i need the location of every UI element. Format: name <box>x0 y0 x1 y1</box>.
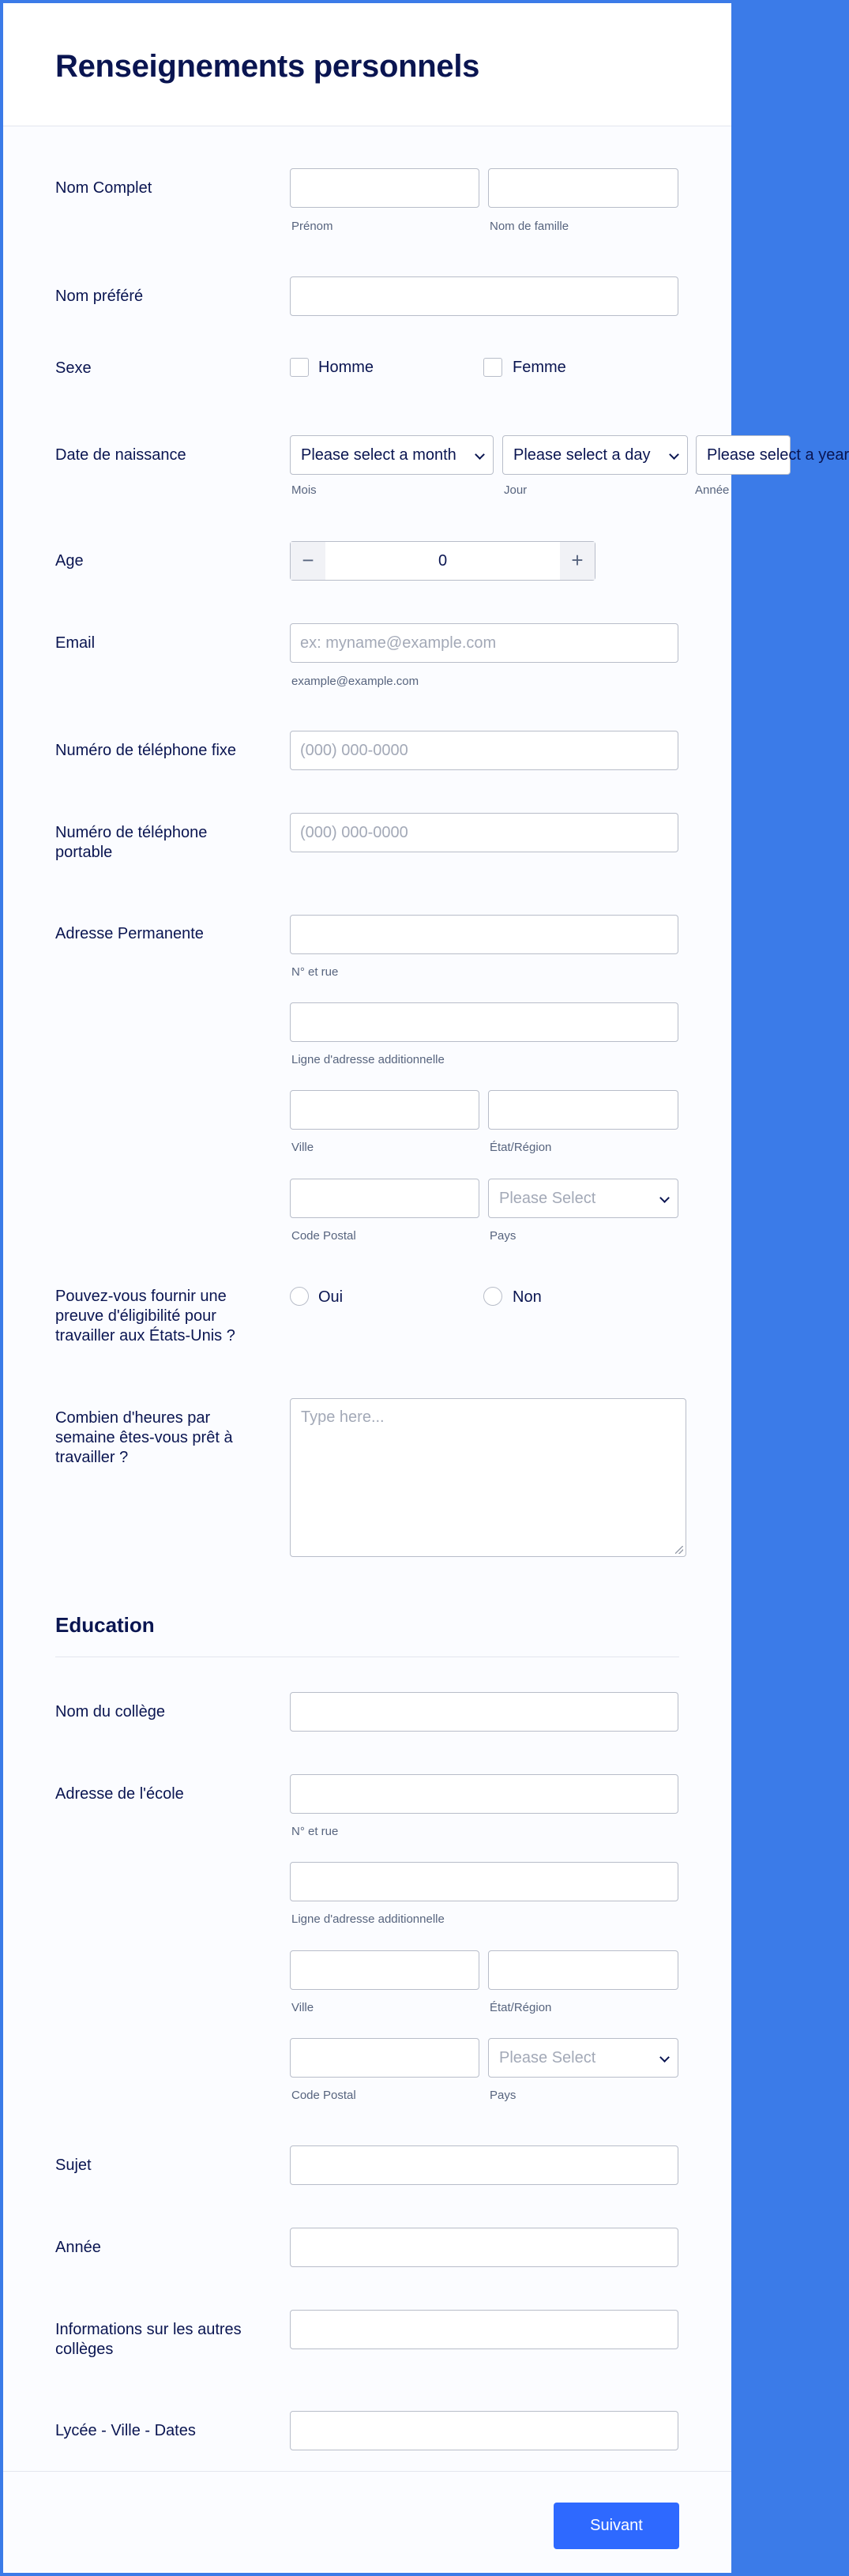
eligibility-no-label: Non <box>513 1288 542 1306</box>
email-label: Email <box>55 634 96 652</box>
last-name-input[interactable] <box>488 168 678 208</box>
chevron-down-icon <box>659 1193 670 1203</box>
preferred-name-input[interactable] <box>290 276 678 316</box>
age-value[interactable]: 0 <box>438 552 448 570</box>
other-colleges-label: Informations sur les autres collèges <box>55 2321 242 2358</box>
last-name-sublabel: Nom de famille <box>490 220 569 233</box>
school-country-placeholder: Please Select <box>499 2049 596 2066</box>
hours-placeholder: Type here... <box>301 1408 385 1426</box>
school-country-select[interactable] <box>488 2038 678 2078</box>
school-street-input[interactable] <box>290 1774 678 1814</box>
birth-date-label: Date de naissance <box>55 446 186 464</box>
address-street-sublabel: N° et rue <box>291 965 339 979</box>
address-country-placeholder: Please Select <box>499 1190 596 1207</box>
birth-year-select[interactable] <box>696 435 849 475</box>
email-sublabel: example@example.com <box>291 675 419 688</box>
birth-month-sublabel: Mois <box>291 483 317 497</box>
gender-female-label: Femme <box>513 359 566 376</box>
hours-textarea[interactable] <box>290 1398 686 1557</box>
birth-day-sublabel: Jour <box>504 483 528 497</box>
age-stepper[interactable] <box>290 541 595 581</box>
mobile-label: Numéro de téléphone portable <box>55 824 208 861</box>
address-country-select[interactable] <box>488 1179 678 1218</box>
address-state-sublabel: État/Région <box>490 1141 552 1154</box>
birth-day-value: Please select a day <box>513 446 651 464</box>
chevron-down-icon <box>669 449 679 460</box>
education-section-title: Education <box>55 1613 155 1637</box>
address-postal-sublabel: Code Postal <box>291 1229 356 1243</box>
high-school-input[interactable] <box>290 2411 678 2450</box>
landline-input[interactable]: (000) 000-0000 <box>290 731 678 770</box>
address-line2-sublabel: Ligne d'adresse additionnelle <box>291 1053 445 1066</box>
age-label: Age <box>55 552 84 570</box>
page-title: Renseignements personnels <box>55 49 480 84</box>
decrement-button[interactable]: − <box>291 542 325 580</box>
school-street-sublabel: N° et rue <box>291 1825 339 1838</box>
school-line2-sublabel: Ligne d'adresse additionnelle <box>291 1912 445 1926</box>
resize-handle-icon[interactable] <box>675 1546 683 1554</box>
preferred-name-label: Nom préféré <box>55 288 144 305</box>
birth-month-value: Please select a month <box>301 446 456 464</box>
birth-month-select[interactable] <box>290 435 494 475</box>
eligibility-yes-radio[interactable] <box>290 1287 309 1306</box>
full-name-label: Nom Complet <box>55 179 152 197</box>
school-postal-input[interactable] <box>290 2038 479 2078</box>
other-colleges-input[interactable] <box>290 2310 678 2349</box>
school-country-sublabel: Pays <box>490 2089 517 2102</box>
eligibility-yes-label: Oui <box>318 1288 344 1306</box>
college-label: Nom du collège <box>55 1703 165 1720</box>
school-line2-input[interactable] <box>290 1862 678 1901</box>
high-school-label: Lycée - Ville - Dates <box>55 2422 196 2439</box>
college-input[interactable] <box>290 1692 678 1732</box>
birth-year-value: Please select a year <box>707 446 849 464</box>
school-state-sublabel: État/Région <box>490 2001 552 2014</box>
address-city-input[interactable] <box>290 1090 479 1130</box>
gender-label: Sexe <box>55 359 92 377</box>
gender-female-checkbox[interactable] <box>483 358 502 377</box>
hours-label: Combien d'heures par semaine êtes-vous prêt à travailler ? <box>55 1409 233 1466</box>
address-postal-input[interactable] <box>290 1179 479 1218</box>
first-name-sublabel: Prénom <box>291 220 333 233</box>
school-city-input[interactable] <box>290 1950 479 1990</box>
birth-day-select[interactable] <box>502 435 688 475</box>
eligibility-label: Pouvez-vous fournir une preuve d'éligibilité pour travailler aux États-Unis ? <box>55 1288 235 1344</box>
address-city-sublabel: Ville <box>291 1141 314 1154</box>
birth-year-sublabel: Année <box>695 483 730 497</box>
gender-male-label: Homme <box>318 359 374 376</box>
school-city-sublabel: Ville <box>291 2001 314 2014</box>
year-input[interactable] <box>290 2228 678 2267</box>
eligibility-no-radio[interactable] <box>483 1287 502 1306</box>
address-label: Adresse Permanente <box>55 925 204 942</box>
increment-button[interactable]: + <box>560 542 595 580</box>
mobile-input[interactable]: (000) 000-0000 <box>290 813 678 852</box>
gender-male-checkbox[interactable] <box>290 358 309 377</box>
school-postal-sublabel: Code Postal <box>291 2089 356 2102</box>
subject-label: Sujet <box>55 2157 92 2174</box>
address-country-sublabel: Pays <box>490 1229 517 1243</box>
form-container <box>3 3 849 2573</box>
chevron-down-icon <box>475 449 485 460</box>
school-state-input[interactable] <box>488 1950 678 1990</box>
landline-label: Numéro de téléphone fixe <box>55 742 237 759</box>
address-street-input[interactable] <box>290 915 678 954</box>
year-label: Année <box>55 2239 101 2256</box>
subject-input[interactable] <box>290 2145 678 2185</box>
footer-divider <box>3 2471 731 2472</box>
address-line2-input[interactable] <box>290 1002 678 1042</box>
first-name-input[interactable] <box>290 168 479 208</box>
email-input[interactable]: ex: myname@example.com <box>290 623 678 663</box>
address-state-input[interactable] <box>488 1090 678 1130</box>
chevron-down-icon <box>659 2052 670 2063</box>
school-address-label: Adresse de l'école <box>55 1785 184 1803</box>
form-header <box>3 3 731 126</box>
next-button[interactable]: Suivant <box>554 2503 679 2549</box>
